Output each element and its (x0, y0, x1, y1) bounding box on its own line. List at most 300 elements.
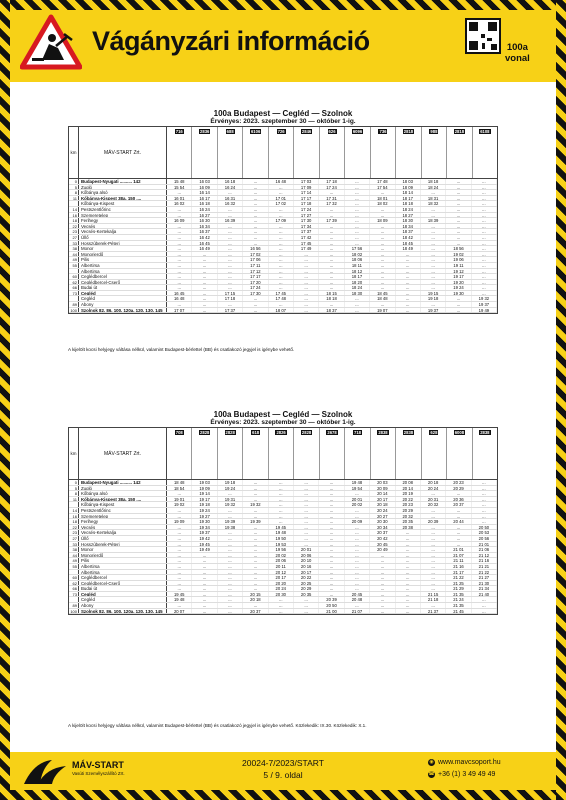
time-cell: ... (269, 280, 294, 285)
time-cell: 19 18 (192, 502, 217, 507)
time-cell: ... (345, 224, 370, 229)
time-cells (167, 502, 497, 507)
time-cell: 19 18 (218, 480, 243, 485)
station-name: Albertirsa (79, 564, 167, 569)
time-cell: 19 39 (243, 519, 268, 524)
time-cell: ... (218, 257, 243, 262)
time-cell: 20 18 (421, 480, 446, 485)
time-cell: 16 24 (192, 207, 217, 212)
time-cell: 18 09 (396, 185, 421, 190)
time-cell: ... (421, 235, 446, 240)
time-cell: 16 27 (192, 213, 217, 218)
time-cell: ... (294, 514, 319, 519)
time-cell: ... (396, 296, 421, 301)
time-cell: ... (167, 547, 192, 552)
time-cell: ... (218, 235, 243, 240)
time-cell: 21 29 (446, 586, 471, 591)
time-cell: ... (218, 252, 243, 257)
time-cell: ... (319, 486, 344, 491)
time-cell: ... (446, 514, 471, 519)
time-cell: ... (396, 285, 421, 290)
time-cell: 18 49 (396, 246, 421, 251)
time-cell: 20 16 (294, 564, 319, 569)
time-cell: 18 09 (370, 218, 395, 223)
timetable-2-grid (68, 427, 498, 615)
timetable-2-note: A kijelölt kocsi helyjegy váltása nélkül, valamint Budapest-bérlettel (BB) és csatlakozó jegyjel is igénybe vehető. Közlekedik: IX.30. Közlekedik: X.1. (68, 723, 367, 728)
time-cell: 19 39 (218, 519, 243, 524)
time-cell: ... (218, 190, 243, 195)
time-cell: 16 37 (192, 229, 217, 234)
time-cell: ... (446, 229, 471, 234)
time-cell: 21 24 (446, 597, 471, 602)
time-cell: ... (319, 257, 344, 262)
time-cell: ... (370, 224, 395, 229)
time-cell: ... (294, 308, 319, 313)
time-cell: 17 37 (294, 229, 319, 234)
time-cells (167, 207, 497, 212)
km-cell: 60 (69, 274, 79, 279)
km-cell: 22 (69, 525, 79, 530)
time-cell: ... (421, 542, 446, 547)
time-cell: 19 06 (446, 257, 471, 262)
time-cell: 17 30 (243, 291, 268, 296)
km-cell: 100 (70, 307, 77, 313)
document-code: 20024-7/2023/START (242, 758, 324, 768)
time-cell: ... (472, 241, 497, 246)
train-number: 708 (175, 430, 183, 435)
time-cell: ... (421, 514, 446, 519)
train-number: 2818 (454, 129, 465, 134)
time-cell: ... (370, 263, 395, 268)
time-cell: 16 32 (218, 201, 243, 206)
station-name: Szolnok 82, 86, 100, 120a, 120, 130, 145 (79, 308, 167, 313)
time-cell: ... (218, 491, 243, 496)
time-cell: ... (472, 252, 497, 257)
km-cell: 60 (69, 575, 79, 580)
station-name: Kőbánya-Kispest 38a, 150 .... (79, 497, 167, 502)
time-cell: 21 45 (446, 609, 471, 614)
time-cell: 19 24 (446, 285, 471, 290)
qr-code-icon[interactable] (465, 18, 501, 54)
time-cell: 21 06 (472, 547, 497, 552)
km-cell (69, 296, 79, 301)
time-cell: ... (345, 218, 370, 223)
station-name: Cegléd (79, 597, 167, 602)
time-cell: 16 17 (192, 196, 217, 201)
table-row (69, 308, 497, 314)
time-cell: ... (472, 179, 497, 184)
time-cell: ... (421, 190, 446, 195)
station-name: Abony (79, 603, 167, 608)
time-cell: ... (446, 207, 471, 212)
km-cell: 100 (70, 608, 77, 614)
time-cell: 21 16 (446, 564, 471, 569)
km-cell: 73 (69, 592, 79, 597)
time-cells (167, 269, 497, 274)
time-cell: ... (167, 542, 192, 547)
time-cell: 20 30 (370, 519, 395, 524)
time-cell: ... (218, 609, 243, 614)
time-cell: ... (243, 201, 268, 206)
time-cells (167, 486, 497, 491)
line-number-label (505, 42, 530, 64)
time-cell: 21 27 (472, 575, 497, 580)
time-cell: ... (396, 609, 421, 614)
time-cell: ... (294, 285, 319, 290)
time-cell: ... (345, 586, 370, 591)
time-cell: ... (243, 497, 268, 502)
station-name: Ferihegy (79, 519, 167, 524)
time-cell: 20 17 (370, 497, 395, 502)
time-cell: 18 18 (421, 179, 446, 184)
time-cell: ... (218, 274, 243, 279)
time-cells (167, 564, 497, 569)
time-cell: 19 48 (345, 480, 370, 485)
km-cell: 44 (69, 553, 79, 558)
time-cell: ... (243, 302, 268, 307)
train-number: 6108 (480, 129, 490, 134)
time-cell: ... (192, 592, 217, 597)
time-cell: ... (269, 224, 294, 229)
time-cell: 16 42 (192, 235, 217, 240)
time-cell: 17 56 (345, 246, 370, 251)
time-cell: ... (167, 553, 192, 558)
time-cell: ... (396, 263, 421, 268)
time-cell: ... (396, 597, 421, 602)
station-name: Ferihegy (79, 218, 167, 223)
km-cell: 55 (69, 564, 79, 569)
time-cell: ... (472, 263, 497, 268)
time-cell: ... (345, 491, 370, 496)
time-cell: 17 48 (370, 179, 395, 184)
time-cell: ... (243, 296, 268, 301)
time-cell: ... (218, 558, 243, 563)
time-cell: 19 14 (192, 491, 217, 496)
time-cell: ... (269, 285, 294, 290)
time-cells (167, 190, 497, 195)
train-number: 2838 (378, 430, 388, 435)
time-cell: ... (319, 190, 344, 195)
time-cell: 20 56 (472, 536, 497, 541)
time-cell: 16 45 (192, 241, 217, 246)
time-cell: 20 23 (446, 480, 471, 485)
time-cell: 18 32 (421, 201, 446, 206)
time-cells (167, 257, 497, 262)
time-cell: ... (319, 274, 344, 279)
station-name: Budai út (79, 586, 167, 591)
time-cell: ... (167, 536, 192, 541)
time-cell: 17 24 (319, 185, 344, 190)
time-cell: ... (243, 586, 268, 591)
time-cell: ... (218, 564, 243, 569)
time-cell: ... (294, 269, 319, 274)
time-cell: ... (167, 285, 192, 290)
time-cell: ... (319, 491, 344, 496)
time-cell: ... (345, 564, 370, 569)
station-name: Ceglédbercel-Cserő (79, 581, 167, 586)
time-cell: ... (218, 530, 243, 535)
time-cell: ... (345, 190, 370, 195)
time-cell: 21 16 (472, 558, 497, 563)
time-cell: ... (294, 497, 319, 502)
time-cell: ... (472, 218, 497, 223)
station-name: Pestszentlőrinc (79, 508, 167, 513)
time-cell: 18 56 (446, 246, 471, 251)
time-cell: ... (421, 285, 446, 290)
train-number: 688 (226, 129, 234, 134)
time-cell: ... (345, 514, 370, 519)
time-cell: ... (218, 241, 243, 246)
time-cell: ... (472, 269, 497, 274)
time-cell: 18 45 (396, 241, 421, 246)
time-cell: 18 54 (167, 486, 192, 491)
time-cell: ... (345, 296, 370, 301)
phone-number[interactable]: +36 (1) 3 49 49 49 (438, 771, 496, 778)
train-number: 2838 (480, 430, 490, 435)
website-row[interactable] (428, 757, 501, 769)
timetable-1-title: 100a Budapest — Cegléd — Szolnok (213, 109, 353, 118)
train-column (218, 127, 243, 178)
train-column (294, 428, 319, 479)
time-cell: ... (370, 285, 395, 290)
time-cell: 17 03 (294, 179, 319, 184)
train-column (422, 127, 447, 178)
time-cell: ... (345, 235, 370, 240)
time-cell: 18 30 (345, 291, 370, 296)
time-cell: 18 11 (345, 263, 370, 268)
time-cell: 19 15 (421, 291, 446, 296)
time-cell: ... (370, 269, 395, 274)
time-cell: ... (396, 308, 421, 313)
time-cell: ... (192, 603, 217, 608)
time-cell: 21 21 (472, 564, 497, 569)
time-cell: ... (167, 263, 192, 268)
km-cell: 0 (69, 179, 79, 184)
train-column (371, 127, 396, 178)
time-cell: ... (446, 224, 471, 229)
time-cell: ... (218, 213, 243, 218)
time-cell: ... (370, 213, 395, 218)
time-cell: ... (167, 558, 192, 563)
station-name: Albertirsa (79, 570, 167, 575)
time-cell: ... (396, 269, 421, 274)
time-cell: ... (319, 592, 344, 597)
station-name: Cegléd (79, 291, 167, 296)
timetable-2-rows (69, 480, 497, 614)
time-cell: ... (192, 263, 217, 268)
phone-row[interactable] (428, 769, 501, 781)
time-cell: ... (370, 280, 395, 285)
time-cell: ... (243, 218, 268, 223)
timetable-1-validity: Érvényes: 2023. szeptember 30 — október 1-ig. (210, 118, 356, 125)
time-cell: ... (192, 308, 217, 313)
time-cell: ... (294, 257, 319, 262)
time-cells (167, 553, 497, 558)
station-name: Hosszúberek-Péteri (79, 542, 167, 547)
time-cell: 18 30 (396, 218, 421, 223)
time-cell: ... (243, 581, 268, 586)
train-number: 2828 (225, 430, 235, 435)
time-cell: ... (294, 291, 319, 296)
time-cells (167, 508, 497, 513)
time-cell: ... (269, 235, 294, 240)
km-cell: 66 (69, 586, 79, 591)
time-cell: 17 54 (370, 185, 395, 190)
time-cell: 20 37 (243, 609, 268, 614)
time-cell: ... (243, 241, 268, 246)
time-cell: ... (319, 269, 344, 274)
time-cell: 20 37 (370, 530, 395, 535)
time-cell: 19 37 (192, 530, 217, 535)
time-cell: 19 27 (192, 514, 217, 519)
time-cell: 21 11 (446, 558, 471, 563)
time-cell: ... (472, 185, 497, 190)
time-cell: ... (243, 179, 268, 184)
km-cell: 62 (69, 280, 79, 285)
station-name: Pestszentlőrinc (79, 207, 167, 212)
time-cell: 17 32 (319, 201, 344, 206)
train-column (167, 127, 192, 178)
time-cell: ... (370, 207, 395, 212)
station-name: Kőbánya-Kispest (79, 502, 167, 507)
time-cell: ... (294, 502, 319, 507)
time-cell: 17 39 (319, 218, 344, 223)
km-cell (69, 597, 79, 602)
time-cell: ... (396, 592, 421, 597)
time-cell: 20 01 (345, 497, 370, 502)
time-cell: ... (167, 570, 192, 575)
time-cell: ... (396, 542, 421, 547)
time-cell: ... (269, 519, 294, 524)
time-cell: ... (192, 280, 217, 285)
time-cell: ... (243, 530, 268, 535)
station-name: Zugló (79, 185, 167, 190)
time-cell: ... (396, 575, 421, 580)
phone-icon: ☎ (428, 770, 435, 777)
timetable-1 (68, 110, 498, 314)
train-column (243, 428, 268, 479)
time-cell: ... (319, 502, 344, 507)
time-cell: 16 45 (167, 291, 192, 296)
time-cell: ... (167, 525, 192, 530)
time-cell: 17 48 (269, 296, 294, 301)
time-cell: 19 48 (167, 597, 192, 602)
time-cell: 18 39 (421, 218, 446, 223)
time-cells (167, 603, 497, 608)
time-cell: 16 24 (218, 185, 243, 190)
train-column (269, 428, 294, 479)
time-cell: 19 03 (192, 480, 217, 485)
time-cell: 20 29 (294, 586, 319, 591)
time-cells (167, 213, 497, 218)
time-cell: ... (243, 570, 268, 575)
time-cell: ... (192, 291, 217, 296)
time-cell: 19 37 (472, 302, 497, 307)
time-cell: 17 14 (294, 190, 319, 195)
time-cell: ... (167, 241, 192, 246)
hazard-stripe-top (0, 0, 566, 10)
train-column (447, 428, 472, 479)
time-cell: ... (319, 207, 344, 212)
train-number: 2828 (200, 430, 210, 435)
time-cell: ... (421, 536, 446, 541)
time-cell: ... (345, 196, 370, 201)
time-cell: 17 18 (319, 179, 344, 184)
time-cell: ... (421, 263, 446, 268)
time-cell: 17 49 (294, 246, 319, 251)
time-cell: ... (192, 558, 217, 563)
train-number: 2846 (301, 129, 312, 134)
time-cell: ... (192, 274, 217, 279)
time-cell: ... (472, 190, 497, 195)
train-column (320, 428, 345, 479)
time-cell: ... (269, 190, 294, 195)
time-cell: ... (446, 525, 471, 530)
time-cell: ... (345, 241, 370, 246)
time-cell: ... (370, 274, 395, 279)
time-cell: ... (446, 536, 471, 541)
train-column (192, 428, 217, 479)
time-cell: 19 56 (269, 547, 294, 552)
time-cell: 19 32 (472, 296, 497, 301)
time-cell: ... (269, 257, 294, 262)
time-cell: 17 27 (294, 213, 319, 218)
time-cells (167, 296, 497, 301)
station-name: Budapest-Nyugati .......... 142 (79, 179, 167, 184)
time-cell: ... (243, 603, 268, 608)
time-cell: ... (294, 480, 319, 485)
train-column (320, 127, 345, 178)
time-cell: ... (218, 224, 243, 229)
time-cell: 20 09 (370, 486, 395, 491)
time-cell: ... (396, 586, 421, 591)
time-cell: ... (472, 609, 497, 614)
time-cell: 18 03 (396, 179, 421, 184)
time-cell: ... (319, 564, 344, 569)
time-cells (167, 252, 497, 257)
time-cell: 17 07 (167, 308, 192, 313)
time-cell: ... (319, 241, 344, 246)
time-cell: ... (167, 564, 192, 569)
website-link[interactable]: www.mavcsoport.hu (438, 759, 501, 766)
km-cell: 33 (69, 542, 79, 547)
time-cell: 18 18 (319, 296, 344, 301)
time-cells (167, 274, 497, 279)
km-cell: 22 (69, 224, 79, 229)
time-cell: ... (319, 252, 344, 257)
operator-header: MÁV-START Zrt. (79, 127, 167, 178)
km-cell: 16 (69, 514, 79, 519)
time-cell: ... (421, 224, 446, 229)
time-cell: ... (167, 190, 192, 195)
time-cell: 16 02 (167, 201, 192, 206)
train-number: 2678 (327, 430, 337, 435)
time-cell: ... (218, 302, 243, 307)
time-cell: 17 18 (218, 296, 243, 301)
train-columns (167, 428, 497, 479)
time-cell: 18 17 (396, 196, 421, 201)
time-cell: 19 42 (192, 536, 217, 541)
time-cell: ... (243, 514, 268, 519)
time-cell: 17 17 (294, 196, 319, 201)
train-column (167, 428, 192, 479)
time-cell: ... (472, 196, 497, 201)
time-cell: ... (192, 564, 217, 569)
time-cell: 19 17 (446, 274, 471, 279)
time-cell: ... (446, 491, 471, 496)
time-cell: 20 06 (294, 553, 319, 558)
km-header: km (69, 127, 79, 178)
